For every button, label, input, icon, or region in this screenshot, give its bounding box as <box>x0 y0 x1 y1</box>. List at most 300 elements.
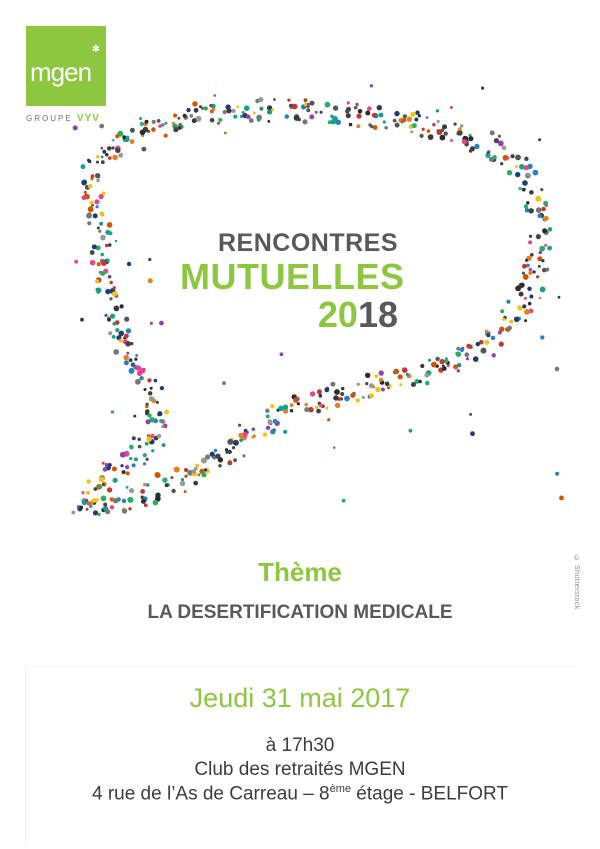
crowd-person <box>232 446 235 449</box>
crowd-person <box>539 297 542 300</box>
crowd-person <box>529 208 534 213</box>
crowd-person <box>160 386 164 390</box>
crowd-person <box>439 359 444 364</box>
crowd-person <box>427 371 430 374</box>
crowd-person <box>79 506 83 510</box>
crowd-person <box>147 378 151 382</box>
crowd-person <box>515 155 521 161</box>
crowd-person <box>115 328 119 332</box>
crowd-person <box>110 314 115 319</box>
crowd-person <box>410 130 413 133</box>
crowd-person <box>307 103 310 106</box>
crowd-person <box>99 222 103 226</box>
crowd-person <box>399 383 402 386</box>
crowd-person <box>246 115 251 120</box>
crowd-person <box>99 477 105 483</box>
crowd-person <box>365 111 370 116</box>
crowd-person <box>440 135 446 141</box>
crowd-person <box>125 465 129 469</box>
crowd-person <box>280 352 284 356</box>
crowd-person <box>293 398 298 403</box>
crowd-person <box>333 105 338 110</box>
crowd-person <box>103 506 108 511</box>
crowd-person <box>210 452 215 457</box>
crowd-person <box>99 124 104 129</box>
crowd-person <box>540 188 543 191</box>
crowd-person <box>270 404 274 408</box>
crowd-person <box>183 114 187 118</box>
crowd-person <box>122 508 127 513</box>
crowd-person <box>485 340 490 345</box>
crowd-person <box>528 164 533 169</box>
crowd-person <box>141 499 146 504</box>
crowd-person <box>96 498 99 501</box>
crowd-person <box>120 452 126 458</box>
crowd-person <box>393 371 397 375</box>
crowd-person <box>375 387 380 392</box>
crowd-person <box>379 370 384 375</box>
crowd-person <box>81 164 86 169</box>
crowd-person <box>197 473 200 476</box>
event-address <box>0 783 600 805</box>
crowd-person <box>350 393 355 398</box>
crowd-person <box>547 246 552 251</box>
crowd-person <box>225 448 228 451</box>
crowd-person <box>542 228 547 233</box>
crowd-person <box>304 407 309 412</box>
crowd-person <box>263 432 267 436</box>
crowd-person <box>539 251 543 255</box>
crowd-person <box>327 418 330 421</box>
crowd-person <box>146 419 151 424</box>
crowd-person <box>306 108 310 112</box>
crowd-person <box>157 119 161 123</box>
crowd-person <box>309 114 314 119</box>
crowd-person <box>540 335 544 339</box>
crowd-person <box>462 139 467 144</box>
crowd-person <box>527 173 530 176</box>
crowd-person <box>115 134 119 138</box>
crowd-person <box>342 499 346 503</box>
crowd-person <box>228 450 232 454</box>
crowd-person <box>226 108 231 113</box>
crowd-person <box>500 309 504 313</box>
crowd-person <box>84 191 87 194</box>
crowd-person <box>184 468 188 472</box>
crowd-person <box>93 510 98 515</box>
crowd-person <box>486 333 490 337</box>
crowd-person <box>96 205 99 208</box>
crowd-person <box>555 367 560 372</box>
crowd-person <box>164 134 168 138</box>
crowd-person <box>377 105 382 110</box>
crowd-person <box>444 131 448 135</box>
crowd-person <box>418 380 422 384</box>
crowd-person <box>111 146 114 149</box>
crowd-person <box>88 206 94 212</box>
crowd-person <box>204 106 208 110</box>
crowd-person <box>527 287 531 291</box>
crowd-person <box>358 109 363 114</box>
crowd-person <box>369 393 374 398</box>
crowd-person <box>120 304 124 308</box>
crowd-person <box>538 138 541 141</box>
crowd-person <box>297 402 300 405</box>
crowd-person <box>143 462 146 465</box>
crowd-person <box>244 105 250 111</box>
crowd-person <box>170 476 173 479</box>
crowd-person <box>201 458 207 464</box>
crowd-person <box>113 286 116 289</box>
crowd-person <box>143 483 146 486</box>
crowd-person <box>538 265 541 268</box>
crowd-person <box>106 259 110 263</box>
crowd-person <box>242 454 245 457</box>
crowd-person <box>354 106 357 109</box>
crowd-person <box>126 136 130 140</box>
crowd-person <box>349 123 353 127</box>
crowd-person <box>491 336 496 341</box>
crowd-person <box>127 497 133 503</box>
crowd-person <box>426 116 429 119</box>
crowd-person <box>536 207 542 213</box>
crowd-person <box>509 320 513 324</box>
crowd-person <box>94 199 99 204</box>
crowd-person <box>431 362 437 368</box>
crowd-person <box>507 329 510 332</box>
crowd-person <box>186 108 190 112</box>
crowd-person <box>507 157 510 160</box>
crowd-person <box>132 463 136 467</box>
crowd-person <box>119 331 125 337</box>
crowd-person <box>365 373 370 378</box>
crowd-person <box>142 147 147 152</box>
crowd-person <box>112 467 117 472</box>
crowd-person <box>215 454 220 459</box>
crowd-person <box>436 109 439 112</box>
crowd-person <box>194 108 199 113</box>
crowd-person <box>362 396 365 399</box>
crowd-person <box>356 398 360 402</box>
crowd-person <box>98 230 101 233</box>
crowd-person <box>233 458 237 462</box>
crowd-person <box>258 97 263 102</box>
crowd-person <box>545 204 548 207</box>
crowd-person <box>196 116 202 122</box>
crowd-person <box>195 464 199 468</box>
crowd-person <box>485 153 490 158</box>
crowd-person <box>356 124 360 128</box>
crowd-person <box>112 335 116 339</box>
crowd-person <box>164 410 169 415</box>
year-part-grey: 18 <box>357 294 398 335</box>
crowd-person <box>108 331 112 335</box>
crowd-person <box>498 141 504 147</box>
crowd-person <box>145 458 148 461</box>
crowd-person <box>481 348 487 354</box>
crowd-person <box>460 124 464 128</box>
crowd-person <box>330 382 335 387</box>
crowd-person <box>90 260 96 266</box>
crowd-person <box>100 212 105 217</box>
crowd-person <box>442 124 447 129</box>
crowd-person <box>107 487 112 492</box>
star-icon: ✱ <box>91 44 100 55</box>
crowd-person <box>522 188 526 192</box>
crowd-person <box>428 359 431 362</box>
crowd-person <box>126 486 129 489</box>
crowd-person <box>381 388 385 392</box>
crowd-person <box>234 440 237 443</box>
crowd-person <box>134 358 137 361</box>
crowd-person <box>346 113 351 118</box>
crowd-person <box>100 271 105 276</box>
crowd-person <box>524 297 527 300</box>
crowd-person <box>184 475 187 478</box>
crowd-person <box>73 125 78 130</box>
crowd-person <box>383 120 386 123</box>
crowd-person <box>90 250 95 255</box>
crowd-person <box>150 434 154 438</box>
crowd-person <box>315 111 318 114</box>
crowd-person <box>201 472 206 477</box>
crowd-person <box>490 130 495 135</box>
crowd-person <box>74 260 78 264</box>
address-superscript: ème <box>329 783 352 795</box>
crowd-person <box>238 424 241 427</box>
crowd-person <box>507 170 512 175</box>
crowd-person <box>267 120 270 123</box>
crowd-person <box>533 170 539 176</box>
crowd-person <box>159 419 163 423</box>
crowd-person <box>432 123 435 126</box>
crowd-person <box>519 187 522 190</box>
crowd-person <box>90 177 93 180</box>
crowd-person <box>372 386 375 389</box>
crowd-person <box>224 132 227 135</box>
crowd-person <box>249 118 254 123</box>
crowd-person <box>252 428 256 432</box>
crowd-person <box>344 396 350 402</box>
crowd-person <box>266 414 270 418</box>
crowd-person <box>294 115 300 121</box>
crowd-person <box>532 270 535 273</box>
year-part-green: 20 <box>317 294 358 335</box>
crowd-person <box>164 122 167 125</box>
crowd-person <box>214 449 217 452</box>
crowd-person <box>112 322 116 326</box>
crowd-person <box>502 146 507 151</box>
crowd-person <box>95 173 100 178</box>
crowd-person <box>86 479 91 484</box>
crowd-person <box>152 120 156 124</box>
theme-subject: LA DESERTIFICATION MEDICALE <box>147 602 453 623</box>
crowd-person <box>191 469 196 474</box>
crowd-person <box>222 381 226 385</box>
crowd-person <box>233 115 237 119</box>
crowd-person <box>357 383 360 386</box>
crowd-person <box>173 114 177 118</box>
crowd-person <box>148 278 153 283</box>
crowd-person <box>162 477 167 482</box>
crowd-person <box>88 184 93 189</box>
crowd-person <box>97 262 101 266</box>
crowd-person <box>370 84 373 87</box>
crowd-person <box>270 429 275 434</box>
crowd-person <box>114 306 120 312</box>
crowd-person <box>450 139 453 142</box>
crowd-person <box>373 125 378 130</box>
crowd-person <box>129 358 133 362</box>
crowd-person <box>145 442 149 446</box>
crowd-person <box>223 110 227 114</box>
crowd-person <box>523 274 529 280</box>
crowd-person <box>140 130 146 136</box>
crowd-person <box>267 110 272 115</box>
group-name: VYV <box>76 113 100 124</box>
crowd-person <box>498 135 501 138</box>
crowd-person <box>124 334 129 339</box>
crowd-person <box>151 449 154 452</box>
crowd-person <box>210 118 215 123</box>
crowd-person <box>355 103 358 106</box>
crowd-person <box>385 382 390 387</box>
crowd-person <box>411 384 414 387</box>
crowd-person <box>90 201 94 205</box>
crowd-person <box>335 403 340 408</box>
crowd-person <box>157 434 162 439</box>
crowd-person <box>412 123 417 128</box>
crowd-person <box>515 172 520 177</box>
crowd-person <box>148 391 152 395</box>
crowd-person <box>273 98 276 101</box>
crowd-person <box>317 389 322 394</box>
crowd-person <box>125 341 131 347</box>
crowd-person <box>102 483 105 486</box>
crowd-person <box>414 118 418 122</box>
crowd-person <box>124 360 129 365</box>
crowd-person <box>161 425 164 428</box>
crowd-person <box>171 489 175 493</box>
crowd-person <box>558 296 561 299</box>
crowd-person <box>310 391 315 396</box>
crowd-person <box>456 347 460 351</box>
crowd-person <box>379 113 384 118</box>
crowd-person <box>102 150 106 154</box>
crowd-person <box>159 321 164 326</box>
crowd-person <box>524 204 528 208</box>
crowd-person <box>101 260 107 266</box>
crowd-person <box>511 154 515 158</box>
crowd-person <box>341 387 345 391</box>
crowd-person <box>101 160 105 164</box>
crowd-person <box>120 464 123 467</box>
crowd-person <box>324 388 329 393</box>
crowd-person <box>410 112 415 117</box>
event-venue: Club des retraités MGEN <box>194 759 406 780</box>
crowd-person <box>87 501 91 505</box>
crowd-person <box>105 153 108 156</box>
crowd-person <box>420 134 424 138</box>
crowd-person <box>393 119 397 123</box>
crowd-person <box>356 114 361 119</box>
crowd-person <box>522 180 528 186</box>
crowd-person <box>105 289 110 294</box>
crowd-person <box>101 156 104 159</box>
crowd-person <box>96 161 99 164</box>
crowd-person <box>514 317 520 323</box>
crowd-person <box>331 119 336 124</box>
crowd-person <box>402 118 406 122</box>
crowd-person <box>541 259 544 262</box>
crowd-person <box>347 101 350 104</box>
crowd-person <box>127 262 131 266</box>
crowd-person <box>139 117 142 120</box>
crowd-person <box>129 457 132 460</box>
crowd-person <box>84 194 90 200</box>
crowd-person <box>218 118 222 122</box>
crowd-person <box>252 434 256 438</box>
crowd-person <box>257 118 261 122</box>
crowd-person <box>529 268 533 272</box>
crowd-person <box>103 467 108 472</box>
crowd-person <box>379 378 383 382</box>
crowd-person <box>154 379 158 383</box>
crowd-person <box>290 403 294 407</box>
crowd-person <box>225 451 228 454</box>
crowd-person <box>320 111 323 114</box>
crowd-person <box>302 119 307 124</box>
crowd-person <box>150 322 153 325</box>
crowd-person <box>129 488 134 493</box>
crowd-person <box>524 157 528 161</box>
crowd-person <box>445 357 448 360</box>
crowd-person <box>80 318 84 322</box>
crowd-person <box>135 354 138 357</box>
crowd-person <box>409 429 413 433</box>
crowd-person <box>112 155 118 161</box>
crowd-person <box>110 505 114 509</box>
crowd-person <box>283 430 287 434</box>
crowd-person <box>140 122 144 126</box>
group-prefix: GROUPE <box>26 114 73 123</box>
crowd-person <box>111 410 114 413</box>
crowd-person <box>86 491 90 495</box>
crowd-person <box>468 136 473 141</box>
crowd-person <box>502 318 505 321</box>
crowd-person <box>139 376 143 380</box>
crowd-person <box>172 122 175 125</box>
crowd-person <box>113 478 118 483</box>
crowd-person <box>227 439 233 445</box>
crowd-person <box>236 106 239 109</box>
crowd-person <box>129 368 135 374</box>
crowd-person <box>126 328 131 333</box>
crowd-person <box>193 481 198 486</box>
crowd-person <box>265 409 269 413</box>
crowd-person <box>126 471 130 475</box>
crowd-person <box>542 268 547 273</box>
crowd-person <box>119 339 123 343</box>
crowd-person <box>515 165 518 168</box>
crowd-person <box>406 373 409 376</box>
crowd-person <box>104 314 107 317</box>
crowd-person <box>375 374 379 378</box>
crowd-person <box>100 147 103 150</box>
crowd-person <box>112 291 117 296</box>
crowd-person <box>517 305 520 308</box>
crowd-person <box>218 464 222 468</box>
